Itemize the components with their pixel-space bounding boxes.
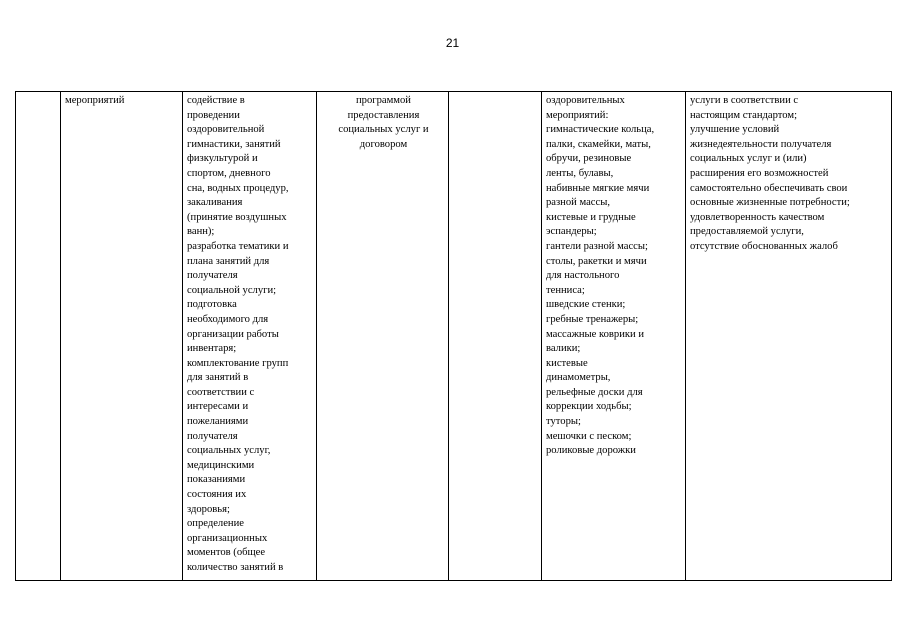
cell-empty — [449, 92, 542, 581]
services-table — [15, 91, 892, 581]
cell-conditions: программой предоставления социальных услуг и договором — [317, 92, 449, 581]
cell-quality-indicators: услуги в соответствии с настоящим стандартом; улучшение условий жизнедеятельности получателя социальных услуг и (или) расширения его возможностей самостоятельно обеспечивать свои основные жизненные потребности; удовлетворенность качеством предоставляемой услуги, отсутствие обоснованных жалоб — [686, 92, 892, 581]
cell-service-description: содействие в проведении оздоровительной гимнастики, занятий физкультурой и спортом, дневного сна, водных процедур, закаливания (принятие воздушных ванн); разработка тематики и плана занятий для получателя социальной услуги; подготовка необходимого для организации работы инвентаря; комплектование групп для занятий в соответствии с интересами и пожеланиями получателя социальных услуг, медицинскими показаниями состояния их здоровья; определение организационных моментов (общее количество занятий в — [183, 92, 317, 581]
cell-service-name: мероприятий — [61, 92, 183, 581]
cell-number — [16, 92, 61, 581]
cell-equipment: оздоровительных мероприятий: гимнастические кольца, палки, скамейки, маты, обручи, резиновые ленты, булавы, набивные мягкие мячи разной массы, кистевые и грудные эспандеры; гантели разной массы; столы, ракетки и мячи для настольного тенниса; шведские стенки; гребные тренажеры; массажные коврики и валики; кистевые динамометры, рельефные доски для коррекции ходьбы; туторы; мешочки с песком; роликовые дорожки — [542, 92, 686, 581]
table-row — [16, 92, 892, 581]
page-number: 21 — [445, 36, 460, 50]
